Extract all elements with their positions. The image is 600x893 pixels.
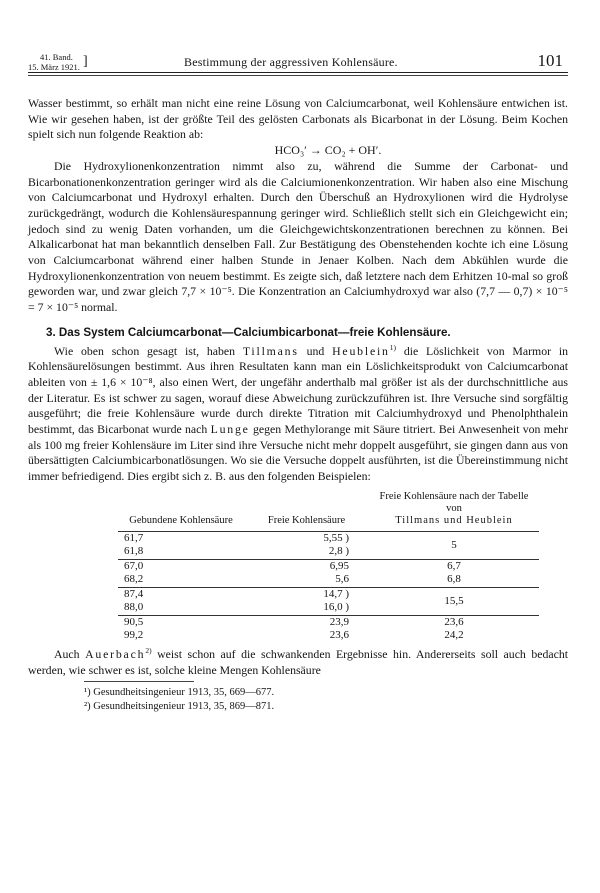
table-cell: 16,0 ) bbox=[323, 601, 349, 614]
table-row bbox=[118, 629, 539, 643]
table-cell: 88,0 bbox=[124, 601, 144, 614]
section-heading: 3. Das System Calciumcarbonat—Calciumbicarbonat—freie Kohlensäure. bbox=[46, 325, 451, 339]
data-table bbox=[118, 491, 539, 643]
table-cell: 6,7 bbox=[369, 559, 539, 573]
header-title: Bestimmung der aggressiven Kohlensäure. bbox=[184, 55, 398, 69]
text-run: die Löslichkeit von Marmor in Kohlensäurelösungen bestimmt. Aus ihren Resultaten kann man ein Löslichkeitsprodukt von Calciumcarbonat ableiten von ± 1,6 × 10⁻⁸, also einen Wert, der ungefähr anderthalb mal größer ist als der durchschnittliche aus der Literatur. Es ist schwer zu sagen, worauf diese Abweichung zurückzuführen ist. Ihre Versuche sind sorgfältig ausgeführt; die freie Kohlensäure wurde durch direkte Titration mit Calciumhydroxyd und Phenolphthalein bestimmt, das Bicarbonat wurde nach bbox=[28, 343, 569, 437]
table-cell: 90,5 bbox=[118, 615, 244, 629]
page-number: 101 bbox=[537, 51, 563, 70]
header-rule bbox=[28, 72, 568, 73]
cell-value: 14,7 bbox=[323, 587, 343, 600]
author-name: Heublein bbox=[332, 343, 390, 358]
header-bracket: ] bbox=[83, 54, 88, 69]
running-header bbox=[28, 38, 568, 74]
paragraph: Die Hydroxylionenkonzentration nimmt also zu, während die Summe der Carbonat- und Bicarbonationenkonzentration geringer wird als die Calciumionenkonzentration. Wir haben also eine Mischung von Calciumcarbonat und Hydroxyl erhalten. Durch den Überschuß an Hydroxylionen wird die Hydrolyse zurückgedrängt, wodurch die Kohlensäurespannung geringer wird. Schließlich stellt sich ein Gleichgewicht ein; jedoch sind zu wenig Daten vorhanden, um die Gleichgewichtskonzentrationen berechnen zu können. Bei Alkalicarbonat hat man bekanntlich denselben Fall. Zur Bestätigung des Obenstehenden kochte ich eine Lösung von Calciumcarbonat während einer halben Stunde in Jenaer Kolben. Nach dem Abkühlen wurde die Hydroxylionenkonzentration von neuem bestimmt. Es zeigte sich, daß letztere nach dem Erhitzen 10-mal so groß geworden war, und zwar gleich 7,7 × 10⁻⁵. Die Konzentration an Calciumhydroxyd war also (7,7 — 0,7) × 10⁻⁵ = 7 × 10⁻⁵ normal. bbox=[28, 158, 568, 315]
equation: HCO₃′ → CO₂ + OH′. bbox=[274, 143, 382, 158]
table-cell: 14,7 ) bbox=[244, 587, 369, 601]
footnote: ¹) Gesundheitsingenieur 1913, 35, 669—677. bbox=[84, 687, 275, 699]
footnote-ref: 1) bbox=[389, 342, 397, 352]
paragraph bbox=[28, 647, 568, 678]
table-row bbox=[118, 531, 539, 545]
table-cell: 15,5 bbox=[369, 587, 539, 615]
table-row bbox=[118, 559, 539, 573]
author-name: Lunge bbox=[210, 422, 250, 437]
author-name: Tillmans bbox=[242, 343, 299, 358]
table-cell: 6,8 bbox=[447, 573, 461, 586]
table-cell: 61,8 bbox=[124, 545, 144, 558]
table-cell: 24,2 bbox=[444, 629, 464, 642]
page bbox=[28, 38, 569, 713]
text-run: Auch bbox=[54, 646, 80, 661]
table-cell: 23,6 bbox=[329, 629, 349, 642]
column-header: Gebundene Kohlensäure bbox=[118, 491, 244, 532]
table-row bbox=[118, 615, 539, 629]
column-header bbox=[369, 491, 539, 532]
paragraph: Wasser bestimmt, so erhält man nicht eine reine Lösung von Calciumcarbonat, weil Kohlensäure entwichen ist. Wie wir gesehen haben, ist der größte Teil des gelösten Carbonats als Bicarbonat in der Lösung. Beim Kochen spielt sich nun folgende Reaktion ab: bbox=[28, 96, 568, 142]
table-cell: 61,7 bbox=[124, 531, 144, 544]
table-cell: 5 bbox=[451, 538, 457, 551]
table-cell: 2,8 ) bbox=[328, 545, 349, 558]
column-header-line: Tillmans und Heublein bbox=[395, 514, 513, 526]
text-run: gegen Methylorange mit Säure titriert. Bei Anwesenheit von mehr als 100 mg freier Kohlensäure im Liter sind ihre Versuche nicht mehr doppelt ausgeführt, sie gingen dann aus von übersättigten Calciumbicarbonatlösungen. Wo sie die Versuche doppelt ausführten, ist die Übereinstimmung nicht immer befriedigend. Dies ergibt sich z. B. aus den folgenden Beispielen: bbox=[28, 422, 568, 484]
table-cell: 6,95 bbox=[244, 559, 369, 573]
body-text bbox=[28, 96, 568, 714]
text-run: weist schon auf die schwankenden Ergebnisse hin. Andererseits soll auch bedacht werden, wie schwer es ist, solche kleine Mengen Kohlensäure bbox=[28, 646, 569, 677]
cell-value: 2,8 bbox=[328, 545, 343, 558]
table-cell: 67,0 bbox=[118, 559, 244, 573]
table-cell: 23,6 bbox=[369, 615, 539, 629]
table-cell: 68,2 bbox=[124, 573, 144, 586]
text-run: Wie oben schon gesagt ist, haben bbox=[54, 343, 236, 358]
volume-label: 41. Band. bbox=[40, 52, 73, 62]
cell-value: 5,55 bbox=[323, 531, 343, 544]
issue-date: 15. März 1921. bbox=[28, 62, 80, 72]
paragraph bbox=[28, 344, 568, 485]
header-rule-thin bbox=[28, 75, 568, 76]
column-header-line: Freie Kohlensäure nach der Tabelle von bbox=[379, 490, 529, 514]
table-cell: 5,55 ) bbox=[323, 531, 349, 544]
table-cell: 99,2 bbox=[124, 629, 144, 642]
footnote-rule bbox=[84, 681, 194, 682]
cell-value: 16,0 bbox=[323, 601, 343, 614]
table-cell: 23,9 bbox=[244, 615, 369, 629]
column-header: Freie Kohlensäure bbox=[244, 491, 369, 532]
table-cell: 87,4 bbox=[118, 587, 244, 601]
author-name: Auerbach bbox=[85, 646, 146, 661]
journal-issue bbox=[28, 52, 88, 72]
table-row bbox=[118, 573, 539, 587]
table-cell: 5,6 bbox=[335, 573, 349, 586]
footnote: ²) Gesundheitsingenieur 1913, 35, 869—871. bbox=[84, 701, 275, 713]
text-run: und bbox=[306, 343, 325, 358]
footnote-ref: 2) bbox=[145, 645, 152, 655]
table-row bbox=[118, 587, 539, 601]
